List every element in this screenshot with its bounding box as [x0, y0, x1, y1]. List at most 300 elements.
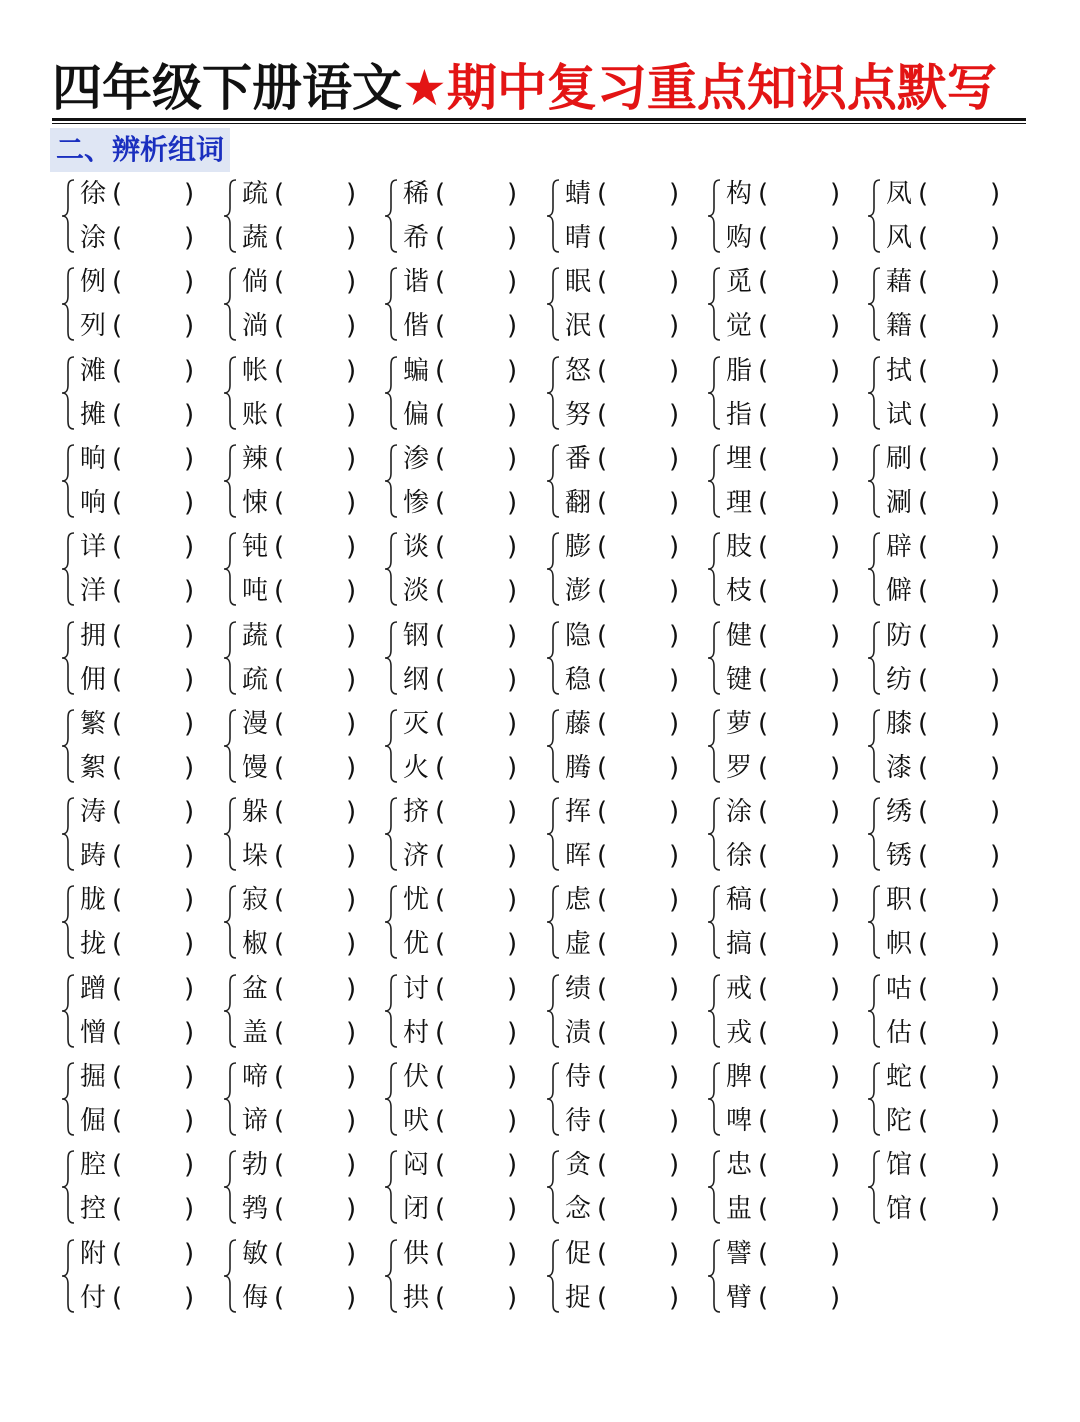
word-entry — [726, 1276, 856, 1320]
character: 盆 — [242, 973, 269, 1004]
word-pair — [706, 967, 856, 1055]
answer-blank-open: ( — [274, 841, 285, 872]
answer-blank-open: ( — [112, 885, 123, 916]
character: 惨 — [403, 487, 430, 518]
character: 钢 — [403, 620, 430, 651]
answer-blank-close: ) — [830, 179, 841, 209]
word-entry — [886, 525, 1016, 569]
answer-blank-close: ) — [990, 1150, 1001, 1181]
answer-blank-close: ) — [669, 399, 680, 430]
answer-blank-close: ) — [184, 708, 195, 739]
answer-blank-open: ( — [597, 532, 608, 563]
character: 付 — [80, 1282, 107, 1313]
word-entry — [403, 1232, 533, 1276]
answer-blank-close: ) — [669, 576, 680, 607]
answer-blank-open: ( — [597, 355, 608, 386]
word-pair — [60, 790, 210, 878]
character: 火 — [403, 752, 430, 783]
answer-blank-open: ( — [435, 443, 446, 474]
answer-blank-open: ( — [112, 973, 123, 1004]
answer-blank-close: ) — [507, 1238, 518, 1269]
brace-icon — [706, 1238, 724, 1314]
word-entry — [403, 216, 533, 260]
answer-blank-close: ) — [507, 223, 518, 253]
word-entry — [403, 437, 533, 481]
word-entry — [80, 569, 210, 613]
answer-blank-close: ) — [346, 1238, 357, 1269]
answer-blank-close: ) — [507, 1062, 518, 1092]
answer-blank-open: ( — [597, 267, 608, 298]
answer-blank-open: ( — [274, 620, 285, 651]
character: 戎 — [726, 1017, 753, 1048]
character: 洋 — [80, 576, 107, 607]
character: 悚 — [242, 487, 269, 518]
word-pair — [545, 172, 695, 260]
word-entry — [242, 922, 372, 966]
answer-blank-close: ) — [184, 841, 195, 872]
answer-blank-close: ) — [507, 620, 518, 651]
word-entry — [80, 1099, 210, 1143]
word-entry — [886, 216, 1016, 260]
answer-blank-open: ( — [435, 885, 446, 916]
answer-blank-open: ( — [758, 443, 769, 474]
word-entry — [726, 481, 856, 525]
word-entry — [80, 304, 210, 348]
character: 鹁 — [242, 1194, 269, 1225]
answer-blank-open: ( — [435, 1017, 446, 1048]
answer-blank-open: ( — [597, 973, 608, 1004]
answer-blank-close: ) — [507, 752, 518, 783]
answer-blank-open: ( — [758, 355, 769, 386]
answer-blank-close: ) — [990, 532, 1001, 563]
answer-blank-open: ( — [274, 223, 285, 253]
character: 徐 — [726, 841, 753, 872]
answer-blank-open: ( — [918, 179, 929, 209]
word-pair — [706, 790, 856, 878]
character: 淌 — [242, 311, 269, 342]
answer-blank-close: ) — [507, 311, 518, 342]
answer-blank-open: ( — [435, 1062, 446, 1092]
answer-blank-close: ) — [669, 1106, 680, 1136]
word-pair — [222, 878, 372, 966]
character: 敏 — [242, 1238, 269, 1269]
word-entry — [886, 172, 1016, 216]
character: 待 — [565, 1106, 592, 1136]
word-entry — [242, 304, 372, 348]
word-entry — [565, 216, 695, 260]
answer-blank-close: ) — [830, 311, 841, 342]
answer-blank-close: ) — [830, 885, 841, 916]
answer-blank-close: ) — [346, 1062, 357, 1092]
answer-blank-close: ) — [830, 1062, 841, 1092]
word-entry — [886, 790, 1016, 834]
character: 吠 — [403, 1106, 430, 1136]
word-entry — [565, 746, 695, 790]
answer-blank-open: ( — [435, 1194, 446, 1225]
word-entry — [726, 1143, 856, 1187]
answer-blank-open: ( — [274, 487, 285, 518]
word-entry — [403, 1143, 533, 1187]
word-entry — [726, 922, 856, 966]
character: 锈 — [886, 841, 913, 872]
character: 村 — [403, 1017, 430, 1048]
word-pair — [383, 437, 533, 525]
brace-icon — [222, 443, 240, 519]
answer-blank-close: ) — [184, 399, 195, 430]
answer-blank-close: ) — [507, 708, 518, 739]
answer-blank-close: ) — [507, 1150, 518, 1181]
word-entry — [565, 834, 695, 878]
character: 盅 — [726, 1194, 753, 1225]
word-pair — [60, 260, 210, 348]
answer-blank-close: ) — [507, 797, 518, 828]
word-entry — [886, 614, 1016, 658]
word-entry — [80, 922, 210, 966]
character: 健 — [726, 620, 753, 651]
word-entry — [80, 1055, 210, 1099]
answer-blank-open: ( — [758, 399, 769, 430]
brace-icon — [60, 1238, 78, 1314]
character: 讨 — [403, 973, 430, 1004]
word-entry — [886, 1011, 1016, 1055]
answer-blank-open: ( — [112, 708, 123, 739]
brace-icon — [222, 178, 240, 254]
word-entry — [565, 967, 695, 1011]
word-entry — [403, 790, 533, 834]
word-entry — [403, 658, 533, 702]
answer-blank-open: ( — [274, 399, 285, 430]
word-pair — [383, 790, 533, 878]
title-red-part: 期中复习重点知识点默写 — [446, 59, 997, 117]
character: 辣 — [242, 443, 269, 474]
character: 蔬 — [242, 223, 269, 253]
character: 泯 — [565, 311, 592, 342]
brace-icon — [706, 443, 724, 519]
word-pair — [60, 614, 210, 702]
answer-blank-open: ( — [274, 443, 285, 474]
word-entry — [242, 525, 372, 569]
character: 捉 — [565, 1282, 592, 1313]
character: 偏 — [403, 399, 430, 430]
word-entry — [242, 216, 372, 260]
brace-icon — [545, 266, 563, 342]
word-pair — [60, 702, 210, 790]
answer-blank-close: ) — [830, 620, 841, 651]
word-entry — [886, 878, 1016, 922]
word-entry — [242, 1187, 372, 1231]
word-entry — [565, 614, 695, 658]
word-entry — [242, 569, 372, 613]
brace-icon — [60, 1061, 78, 1137]
character: 肢 — [726, 532, 753, 563]
word-entry — [565, 260, 695, 304]
answer-blank-close: ) — [669, 752, 680, 783]
answer-blank-close: ) — [990, 620, 1001, 651]
answer-blank-open: ( — [758, 1238, 769, 1269]
answer-blank-open: ( — [435, 311, 446, 342]
word-entry — [886, 437, 1016, 481]
character: 附 — [80, 1238, 107, 1269]
word-pair — [383, 525, 533, 613]
word-pair — [866, 172, 1016, 260]
answer-blank-close: ) — [669, 708, 680, 739]
word-entry — [886, 834, 1016, 878]
answer-blank-open: ( — [758, 620, 769, 651]
character: 觉 — [726, 311, 753, 342]
word-entry — [242, 834, 372, 878]
word-entry — [886, 658, 1016, 702]
word-pair — [866, 1055, 1016, 1143]
answer-blank-close: ) — [507, 399, 518, 430]
answer-blank-open: ( — [112, 1017, 123, 1048]
answer-blank-open: ( — [112, 929, 123, 960]
answer-blank-close: ) — [830, 752, 841, 783]
answer-blank-close: ) — [184, 929, 195, 960]
character: 吨 — [242, 576, 269, 607]
brace-icon — [383, 620, 401, 696]
character: 譬 — [726, 1238, 753, 1269]
answer-blank-close: ) — [507, 885, 518, 916]
answer-blank-open: ( — [112, 355, 123, 386]
answer-blank-open: ( — [758, 885, 769, 916]
answer-blank-close: ) — [184, 797, 195, 828]
word-entry — [403, 702, 533, 746]
brace-icon — [545, 796, 563, 872]
answer-blank-open: ( — [758, 797, 769, 828]
brace-icon — [60, 796, 78, 872]
brace-icon — [706, 620, 724, 696]
answer-blank-open: ( — [918, 576, 929, 607]
word-entry — [403, 525, 533, 569]
brace-icon — [706, 1149, 724, 1225]
word-pair — [383, 349, 533, 437]
brace-icon — [706, 531, 724, 607]
character: 理 — [726, 487, 753, 518]
answer-blank-close: ) — [184, 973, 195, 1004]
answer-blank-open: ( — [274, 797, 285, 828]
word-pair — [60, 1143, 210, 1231]
word-entry — [242, 1276, 372, 1320]
answer-blank-close: ) — [669, 355, 680, 386]
word-pair — [222, 349, 372, 437]
word-entry — [403, 260, 533, 304]
answer-blank-close: ) — [990, 576, 1001, 607]
character: 防 — [886, 620, 913, 651]
answer-blank-close: ) — [507, 929, 518, 960]
answer-blank-open: ( — [597, 443, 608, 474]
answer-blank-close: ) — [507, 664, 518, 695]
answer-blank-close: ) — [669, 1150, 680, 1181]
answer-blank-open: ( — [112, 311, 123, 342]
brace-icon — [222, 620, 240, 696]
word-entry — [403, 967, 533, 1011]
character: 觅 — [726, 267, 753, 298]
answer-blank-close: ) — [990, 929, 1001, 960]
answer-blank-open: ( — [918, 973, 929, 1004]
word-entry — [242, 1011, 372, 1055]
brace-icon — [545, 708, 563, 784]
brace-icon — [383, 1238, 401, 1314]
answer-blank-open: ( — [112, 223, 123, 253]
word-pair — [866, 525, 1016, 613]
answer-blank-open: ( — [112, 620, 123, 651]
brace-icon — [866, 178, 884, 254]
answer-blank-close: ) — [830, 576, 841, 607]
character: 拥 — [80, 620, 107, 651]
character: 稿 — [726, 885, 753, 916]
answer-blank-open: ( — [597, 797, 608, 828]
answer-blank-close: ) — [507, 1017, 518, 1048]
character: 济 — [403, 841, 430, 872]
answer-blank-open: ( — [274, 1150, 285, 1181]
word-entry — [726, 614, 856, 658]
answer-blank-open: ( — [274, 1062, 285, 1092]
word-entry — [80, 349, 210, 393]
brace-icon — [383, 443, 401, 519]
answer-blank-open: ( — [435, 929, 446, 960]
answer-blank-close: ) — [669, 532, 680, 563]
answer-blank-close: ) — [990, 487, 1001, 518]
brace-icon — [222, 708, 240, 784]
answer-blank-open: ( — [597, 664, 608, 695]
word-entry — [726, 878, 856, 922]
answer-blank-close: ) — [184, 311, 195, 342]
answer-blank-open: ( — [435, 1150, 446, 1181]
character: 繁 — [80, 708, 107, 739]
word-entry — [80, 172, 210, 216]
character: 钝 — [242, 532, 269, 563]
answer-blank-open: ( — [597, 708, 608, 739]
character: 腾 — [565, 752, 592, 783]
character: 键 — [726, 664, 753, 695]
word-entry — [726, 525, 856, 569]
answer-blank-open: ( — [758, 223, 769, 253]
word-pair — [383, 172, 533, 260]
brace-icon — [60, 884, 78, 960]
answer-blank-open: ( — [274, 1017, 285, 1048]
character: 佣 — [80, 664, 107, 695]
character: 掘 — [80, 1062, 107, 1092]
character: 隐 — [565, 620, 592, 651]
brace-icon — [383, 178, 401, 254]
character: 辟 — [886, 532, 913, 563]
word-entry — [565, 349, 695, 393]
character: 蛇 — [886, 1062, 913, 1092]
answer-blank-open: ( — [112, 664, 123, 695]
brace-icon — [222, 884, 240, 960]
brace-icon — [222, 973, 240, 1049]
brace-icon — [545, 973, 563, 1049]
answer-blank-close: ) — [830, 1017, 841, 1048]
answer-blank-open: ( — [112, 1238, 123, 1269]
answer-blank-close: ) — [830, 664, 841, 695]
answer-blank-open: ( — [918, 1106, 929, 1136]
answer-blank-open: ( — [597, 1194, 608, 1225]
answer-blank-open: ( — [918, 443, 929, 474]
word-entry — [80, 834, 210, 878]
character: 蔬 — [242, 620, 269, 651]
answer-blank-close: ) — [507, 1106, 518, 1136]
character: 谐 — [403, 267, 430, 298]
answer-blank-close: ) — [346, 841, 357, 872]
answer-blank-open: ( — [274, 179, 285, 209]
answer-blank-open: ( — [597, 487, 608, 518]
word-entry — [886, 1099, 1016, 1143]
word-pair — [545, 790, 695, 878]
word-entry — [80, 437, 210, 481]
word-entry — [403, 481, 533, 525]
character: 渍 — [565, 1017, 592, 1048]
word-entry — [403, 834, 533, 878]
character: 涂 — [80, 223, 107, 253]
answer-blank-open: ( — [274, 885, 285, 916]
word-entry — [565, 569, 695, 613]
brace-icon — [866, 443, 884, 519]
word-entry — [565, 172, 695, 216]
character: 例 — [80, 267, 107, 298]
answer-blank-open: ( — [435, 973, 446, 1004]
word-pair — [222, 260, 372, 348]
answer-blank-close: ) — [184, 620, 195, 651]
word-entry — [886, 702, 1016, 746]
word-pair — [60, 878, 210, 966]
answer-blank-close: ) — [669, 664, 680, 695]
answer-blank-close: ) — [830, 797, 841, 828]
word-pair — [222, 614, 372, 702]
answer-blank-open: ( — [435, 576, 446, 607]
answer-blank-close: ) — [669, 885, 680, 916]
brace-icon — [545, 1238, 563, 1314]
word-entry — [403, 1276, 533, 1320]
word-pair — [383, 967, 533, 1055]
word-pair — [545, 1143, 695, 1231]
word-entry — [886, 481, 1016, 525]
brace-icon — [706, 796, 724, 872]
word-entry — [565, 1232, 695, 1276]
answer-blank-close: ) — [507, 1194, 518, 1225]
answer-blank-close: ) — [346, 443, 357, 474]
character: 优 — [403, 929, 430, 960]
word-pair — [222, 702, 372, 790]
star-icon: ★ — [402, 59, 447, 117]
answer-blank-open: ( — [918, 355, 929, 386]
word-entry — [726, 216, 856, 260]
word-entry — [565, 525, 695, 569]
word-entry — [726, 702, 856, 746]
character: 翻 — [565, 487, 592, 518]
brace-icon — [222, 1149, 240, 1225]
word-entry — [886, 746, 1016, 790]
answer-blank-open: ( — [918, 797, 929, 828]
answer-blank-open: ( — [112, 1106, 123, 1136]
answer-blank-open: ( — [758, 1062, 769, 1092]
word-entry — [403, 1099, 533, 1143]
word-entry — [403, 746, 533, 790]
answer-blank-close: ) — [507, 487, 518, 518]
title-black-part: 四年级下册语文 — [52, 59, 402, 117]
character: 椒 — [242, 929, 269, 960]
answer-blank-close: ) — [990, 841, 1001, 872]
answer-blank-close: ) — [346, 1194, 357, 1225]
answer-blank-open: ( — [274, 1282, 285, 1313]
answer-blank-close: ) — [830, 532, 841, 563]
character: 咕 — [886, 973, 913, 1004]
brace-icon — [706, 178, 724, 254]
answer-blank-open: ( — [274, 1194, 285, 1225]
word-entry — [565, 1011, 695, 1055]
answer-blank-close: ) — [830, 1194, 841, 1225]
answer-blank-close: ) — [184, 1062, 195, 1092]
